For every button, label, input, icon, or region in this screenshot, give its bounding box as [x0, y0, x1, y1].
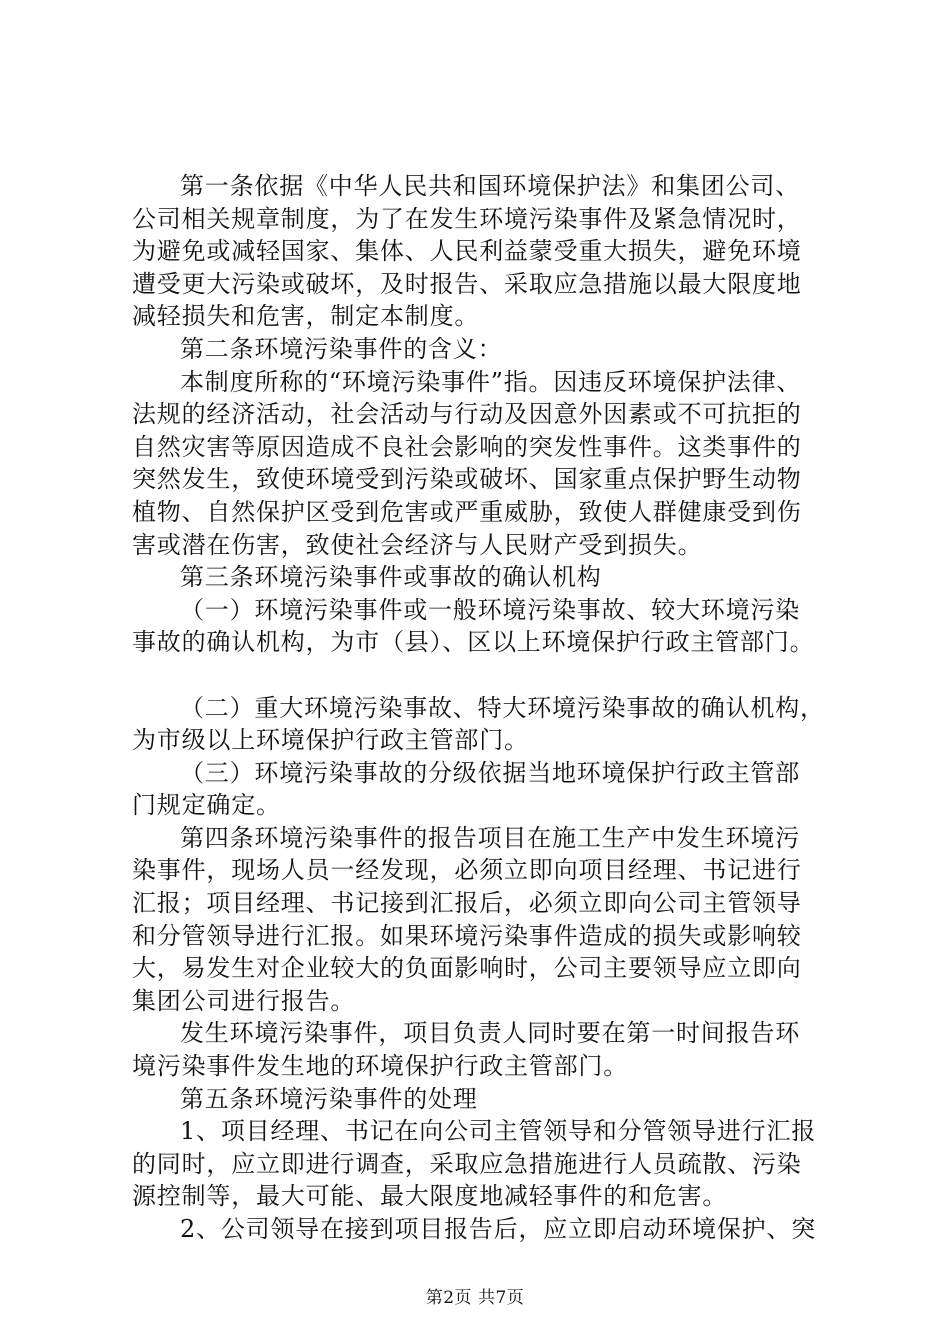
text-line: 的同时，应立即进行调查，采取应急措施进行人员疏散、污染 — [132, 1149, 802, 1178]
text-line: 法规的经济活动，社会活动与行动及因意外因素或不可抗拒的 — [132, 400, 802, 429]
text-line: 减轻损失和危害，制定本制度。 — [132, 302, 480, 331]
text-line: 和分管领导进行汇报。如果环境污染事件造成的损失或影响较 — [132, 921, 802, 950]
text-line: 公司相关规章制度，为了在发生环境污染事件及紧急情况时， — [132, 204, 802, 233]
text-line: 1、项目经理、书记在向公司主管领导和分管领导进行汇报 — [180, 1117, 817, 1146]
text-line: 第二条环境污染事件的含义： — [180, 334, 503, 363]
text-line: （二）重大环境污染事故、特大环境污染事故的确认机构， — [180, 693, 825, 722]
text-line: 遭受更大污染或破坏，及时报告、采取应急措施以最大限度地 — [132, 269, 802, 298]
page-footer: 第2页 共7页 — [425, 1288, 525, 1308]
text-line: 第四条环境污染事件的报告项目在施工生产中发生环境污 — [180, 823, 800, 852]
text-line: 本制度所称的“环境污染事件”指。因违反环境保护法律、 — [180, 367, 802, 396]
text-line: 自然灾害等原因造成不良社会影响的突发性事件。这类事件的 — [132, 432, 802, 461]
text-line: 第三条环境污染事件或事故的确认机构 — [180, 563, 602, 592]
text-line: （三）环境污染事故的分级依据当地环境保护行政主管部 — [180, 758, 800, 787]
text-line: 为避免或减轻国家、集体、人民利益蒙受重大损失，避免环境 — [132, 237, 802, 266]
text-line: 集团公司进行报告。 — [132, 986, 356, 1015]
blank-line — [132, 659, 852, 692]
text-line: 门规定确定。 — [132, 791, 281, 820]
text-line: 第一条依据《中华人民共和国环境保护法》和集团公司、 — [180, 172, 800, 200]
text-line: 汇报；项目经理、书记接到汇报后，必须立即向公司主管领导 — [132, 889, 802, 918]
text-line: 植物、自然保护区受到危害或严重威胁，致使人群健康受到伤 — [132, 497, 802, 526]
text-line: 为市级以上环境保护行政主管部门。 — [132, 726, 529, 755]
text-line: （一）环境污染事件或一般环境污染事故、较大环境污染 — [180, 595, 800, 624]
text-line: 大，易发生对企业较大的负面影响时，公司主要领导应立即向 — [132, 954, 802, 983]
text-line: 突然发生，致使环境受到污染或破坏、国家重点保护野生动物 — [132, 465, 802, 494]
document-body — [132, 170, 852, 1246]
text-line: 发生环境污染事件，项目负责人同时要在第一时间报告环 — [180, 1019, 800, 1048]
text-line: 染事件，现场人员一经发现，必须立即向项目经理、书记进行 — [132, 856, 802, 885]
text-line: 2、公司领导在接到项目报告后，应立即启动环境保护、突 — [180, 1215, 817, 1243]
text-line: 害或潜在伤害，致使社会经济与人民财产受到损失。 — [132, 530, 703, 559]
text-line: 事故的确认机构，为市（县）、区以上环境保护行政主管部门。 — [132, 628, 815, 657]
text-line: 第五条环境污染事件的处理 — [180, 1084, 478, 1113]
text-line: 境污染事件发生地的环境保护行政主管部门。 — [132, 1052, 628, 1081]
text-line: 源控制等，最大可能、最大限度地减轻事件的和危害。 — [132, 1182, 728, 1211]
